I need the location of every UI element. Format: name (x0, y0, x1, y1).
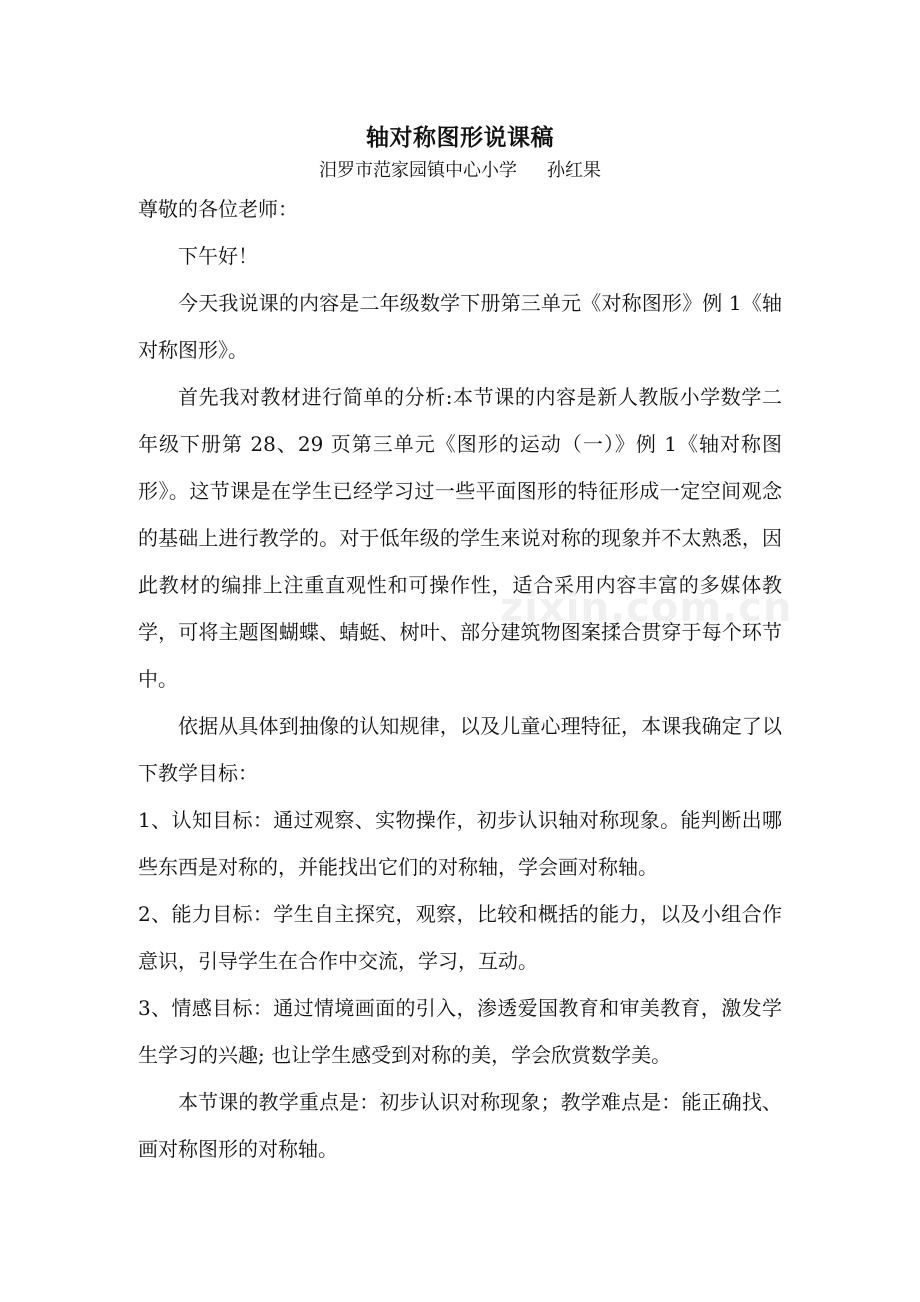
paragraph-teaching-goals-intro: 依据从具体到抽像的认知规律，以及儿童心理特征，本课我确定了以下教学目标： (138, 714, 782, 785)
byline (138, 156, 782, 186)
paragraph-goal-cognitive: 1、认知目标：通过观察、实物操作，初步认识轴对称现象。能判断出哪些东西是对称的，并能找出它们的对称轴，学会画对称轴。 (138, 808, 782, 879)
paragraph-material-analysis: 首先我对教材进行简单的分析:本节课的内容是新人教版小学数学二年级下册第 28、29 页第三单元《图形的运动（一）》例 1《轴对称图形》。这节课是在学生已经学习过一些平面图形的特征形成一定空间观念的基础上进行教学的。对于低年级的学生来说对称的现象并不太熟悉，因此教材的编排上注重直观性和可操作性，适合采用内容丰富的多媒体教学，可将主题图蝴蝶、蜻蜓、树叶、部分建筑物图案揉合贯穿于每个环节中。 (138, 385, 782, 691)
byline-school: 汨罗市范家园镇中心小学 (319, 160, 517, 181)
watermark: zixin.com.cn (500, 585, 793, 631)
paragraph-goal-ability: 2、能力目标：学生自主探究，观察，比较和概括的能力，以及小组合作意识，引导学生在合作中交流，学习，互动。 (138, 902, 782, 973)
greeting: 尊敬的各位老师： (138, 197, 298, 221)
paragraph-goal-emotional: 3、情感目标：通过情境画面的引入，渗透爱国教育和审美教育，激发学生学习的兴趣; 也让学生感受到对称的美，学会欣赏数学美。 (138, 996, 782, 1067)
document-title: 轴对称图形说课稿 (366, 124, 554, 151)
paragraph-key-points: 本节课的教学重点是：初步认识对称现象；教学难点是：能正确找、画对称图形的对称轴。 (138, 1090, 782, 1161)
paragraph-lesson-topic: 今天我说课的内容是二年级数学下册第三单元《对称图形》例 1《轴对称图形》。 (138, 291, 782, 362)
byline-author: 孙红果 (547, 160, 601, 181)
paragraph-hello: 下午好！ (178, 244, 258, 268)
